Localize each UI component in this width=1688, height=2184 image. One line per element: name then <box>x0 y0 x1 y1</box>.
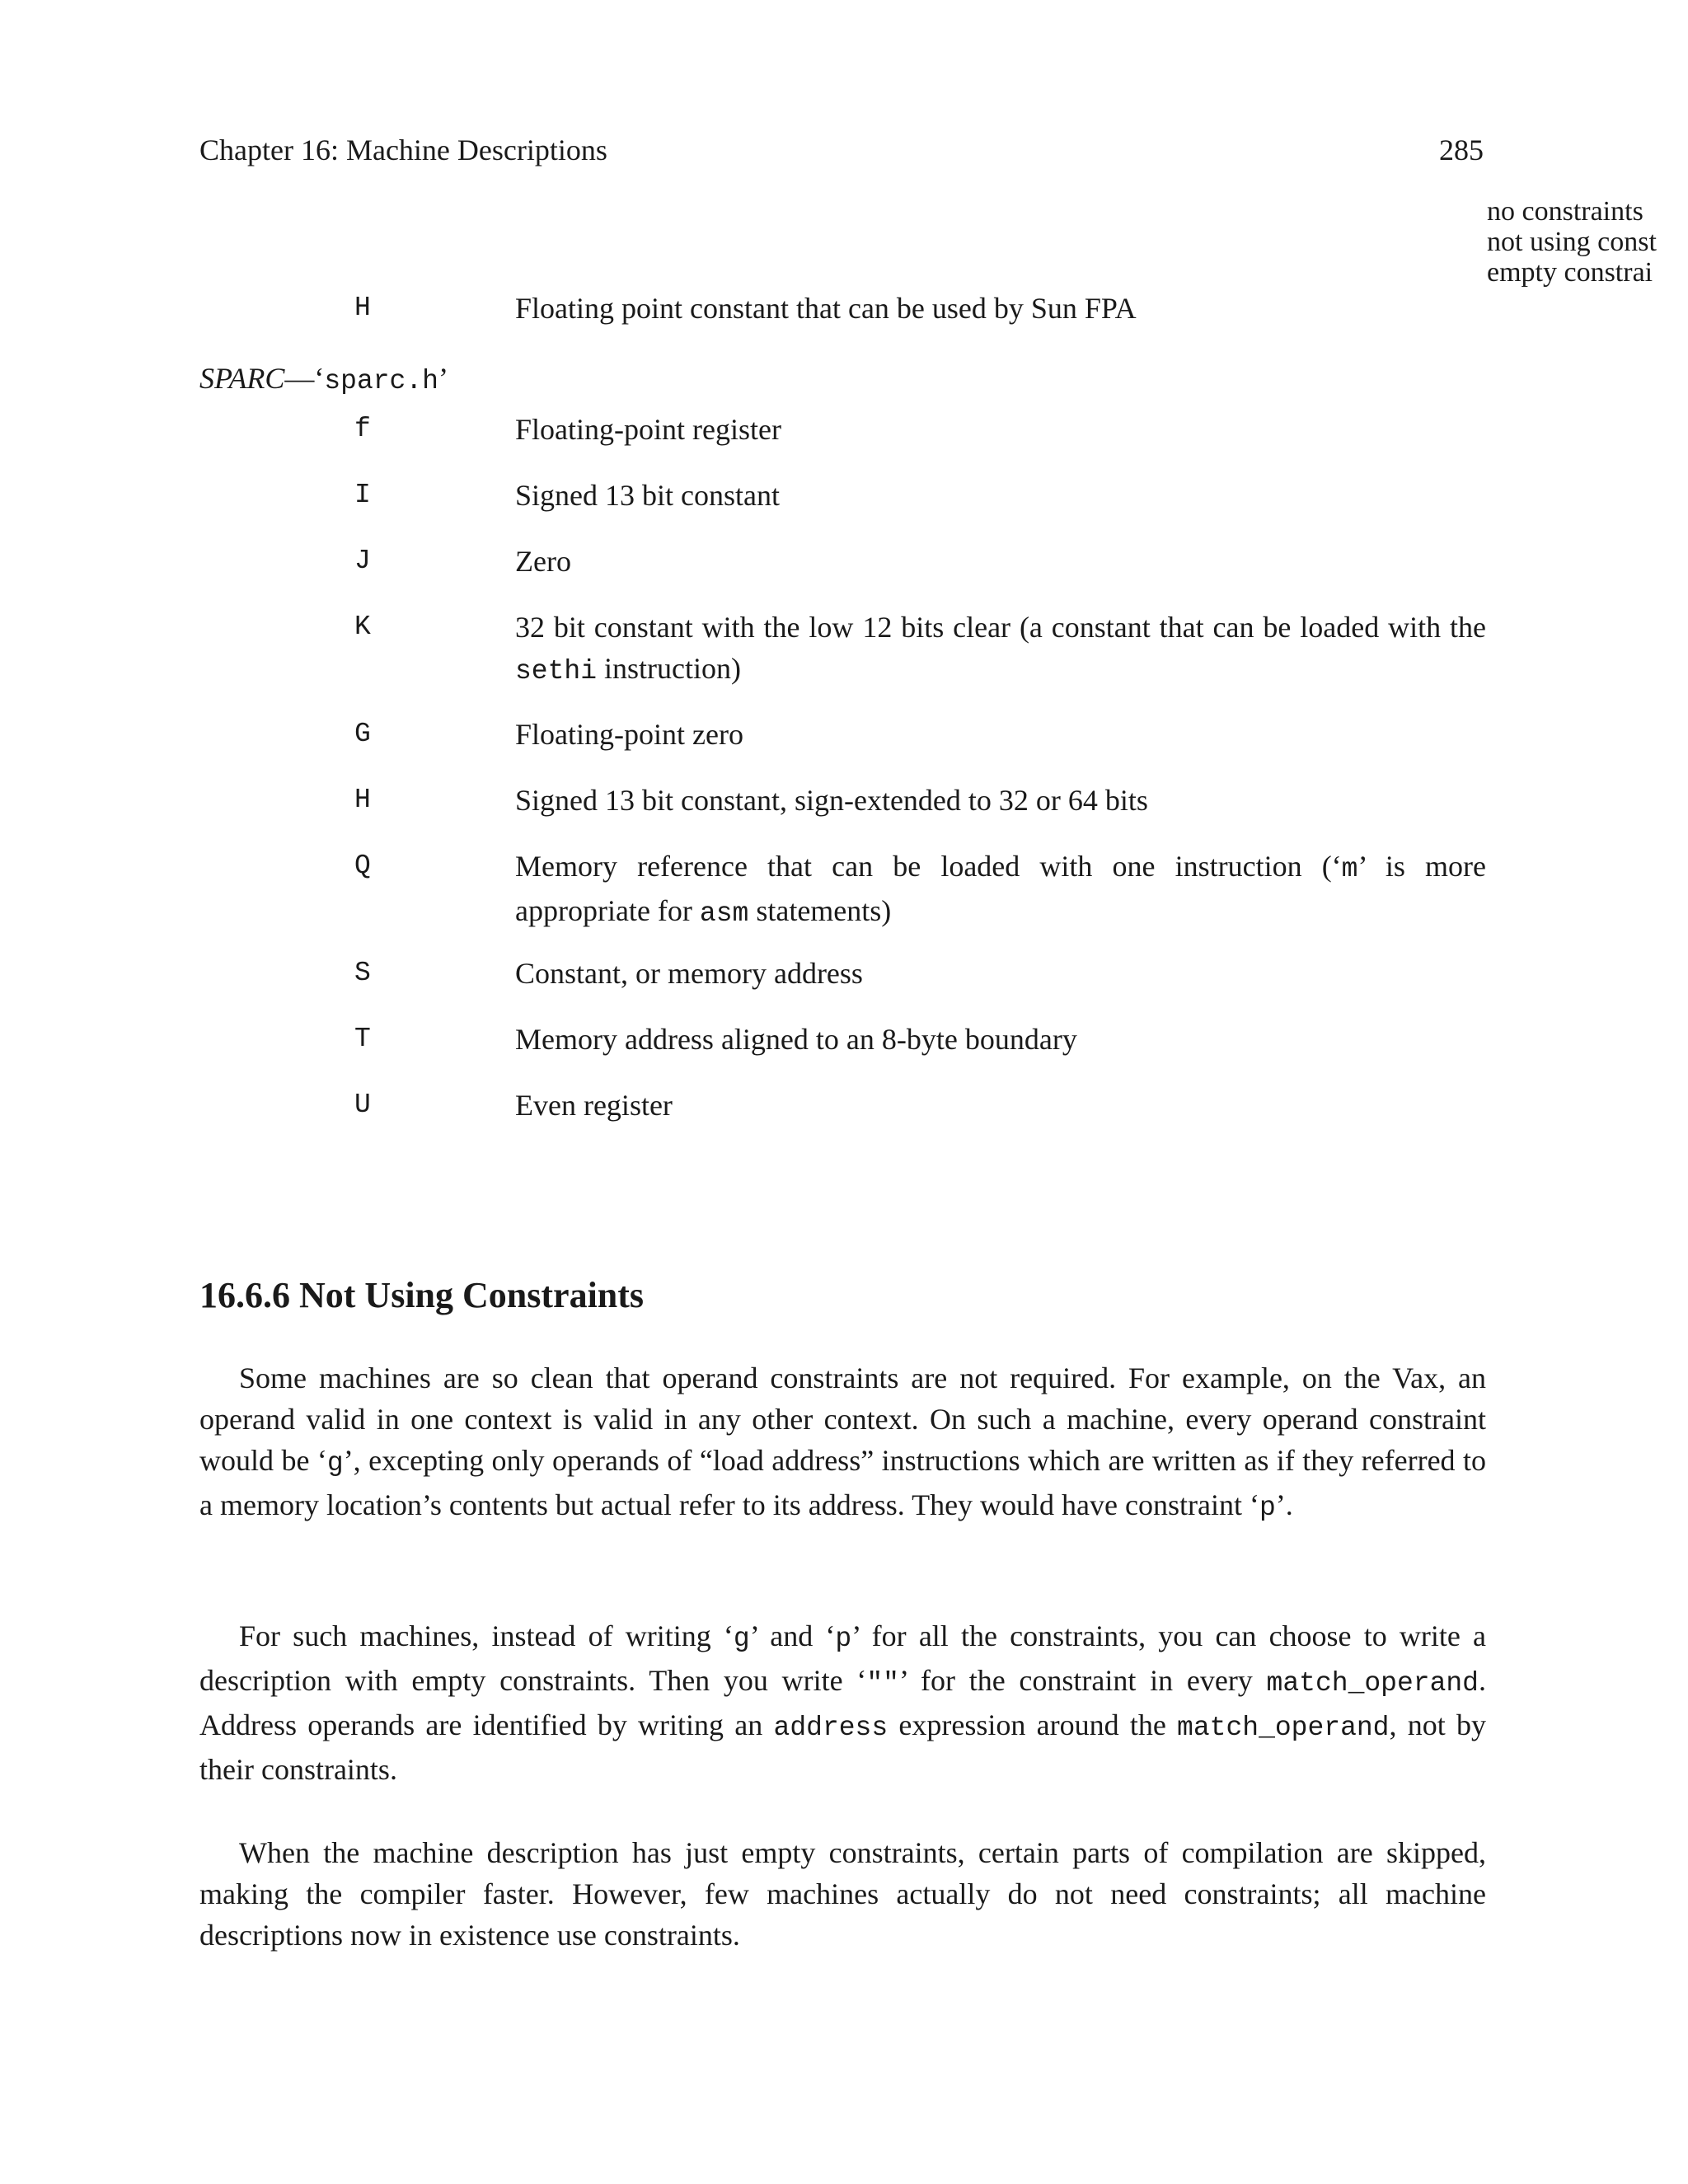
constraint-letter: I <box>354 480 371 510</box>
constraint-description: Even register <box>515 1089 673 1122</box>
constraint-letter: T <box>354 1024 371 1054</box>
constraint-letter: K <box>354 612 371 642</box>
header-file-name: sparc.h <box>324 366 438 396</box>
paragraph-3: When the machine description has just empty constraints, certain parts of compilation are skipped, making the compiler faster. However, few machines actually do not need constraints; all machine descriptions now in existence use constraints. <box>199 1836 1486 1952</box>
running-header-chapter: Chapter 16: Machine Descriptions <box>199 134 607 166</box>
constraint-description: Memory reference that can be loaded with one instruction (‘m’ is more appropriate for asm statements) <box>515 850 1487 929</box>
constraint-letter: S <box>354 958 371 988</box>
margin-note: not using const <box>1487 227 1657 257</box>
open-quote: ‘ <box>314 362 325 395</box>
em-dash: — <box>284 362 315 395</box>
margin-note: empty constrai <box>1487 257 1653 288</box>
constraint-letter: Q <box>354 851 371 881</box>
constraint-letter: f <box>354 414 371 444</box>
paragraph-1: Some machines are so clean that operand constraints are not required. For example, on the Vax, an operand valid in one context is valid in any other context. On such a machine, every operand constraint would be ‘g’, excepting only operands of “load address” instructions which are written as if they referred to a memory location’s contents but actual refer to its address. They would have constraint ‘p’. <box>199 1361 1486 1523</box>
machine-name-sparc <box>199 358 448 402</box>
constraint-letter: H <box>354 293 371 323</box>
constraint-description: Floating point constant that can be used by Sun FPA <box>515 292 1137 325</box>
constraint-description: Constant, or memory address <box>515 957 863 990</box>
constraint-description: Floating-point register <box>515 413 781 446</box>
margin-note: no constraints <box>1487 196 1643 227</box>
constraint-description: Zero <box>515 545 571 578</box>
page-number: 285 <box>1439 134 1484 166</box>
constraint-description: Signed 13 bit constant, sign-extended to 32 or 64 bits <box>515 784 1148 817</box>
section-heading: 16.6.6 Not Using Constraints <box>199 1275 645 1315</box>
constraint-letter: U <box>354 1090 371 1120</box>
constraint-description: Floating-point zero <box>515 718 743 751</box>
machine-name: SPARC <box>199 362 285 395</box>
constraint-letter: G <box>354 719 371 749</box>
code-asm: asm <box>699 898 749 929</box>
code-sethi: sethi <box>515 656 598 687</box>
margin-index-notes <box>1487 196 1657 288</box>
constraint-description: Signed 13 bit constant <box>515 479 780 512</box>
paragraph-2: For such machines, instead of writing ‘g’ and ‘p’ for all the constraints, you can choose to write a description with empty constraints. Then you write ‘""’ for the constraint in every match_operand. Address operands are identified by writing an address expression around the match_operand, not by their constraints. <box>199 1619 1486 1786</box>
constraint-description: Memory address aligned to an 8-byte boundary <box>515 1023 1077 1056</box>
constraint-description: 32 bit constant with the low 12 bits clear (a constant that can be loaded with the sethi instruction) <box>515 611 1486 687</box>
close-quote: ’ <box>438 362 448 395</box>
code-m: m <box>1341 854 1358 884</box>
constraint-letter: H <box>354 785 371 815</box>
constraint-letter: J <box>354 546 371 576</box>
